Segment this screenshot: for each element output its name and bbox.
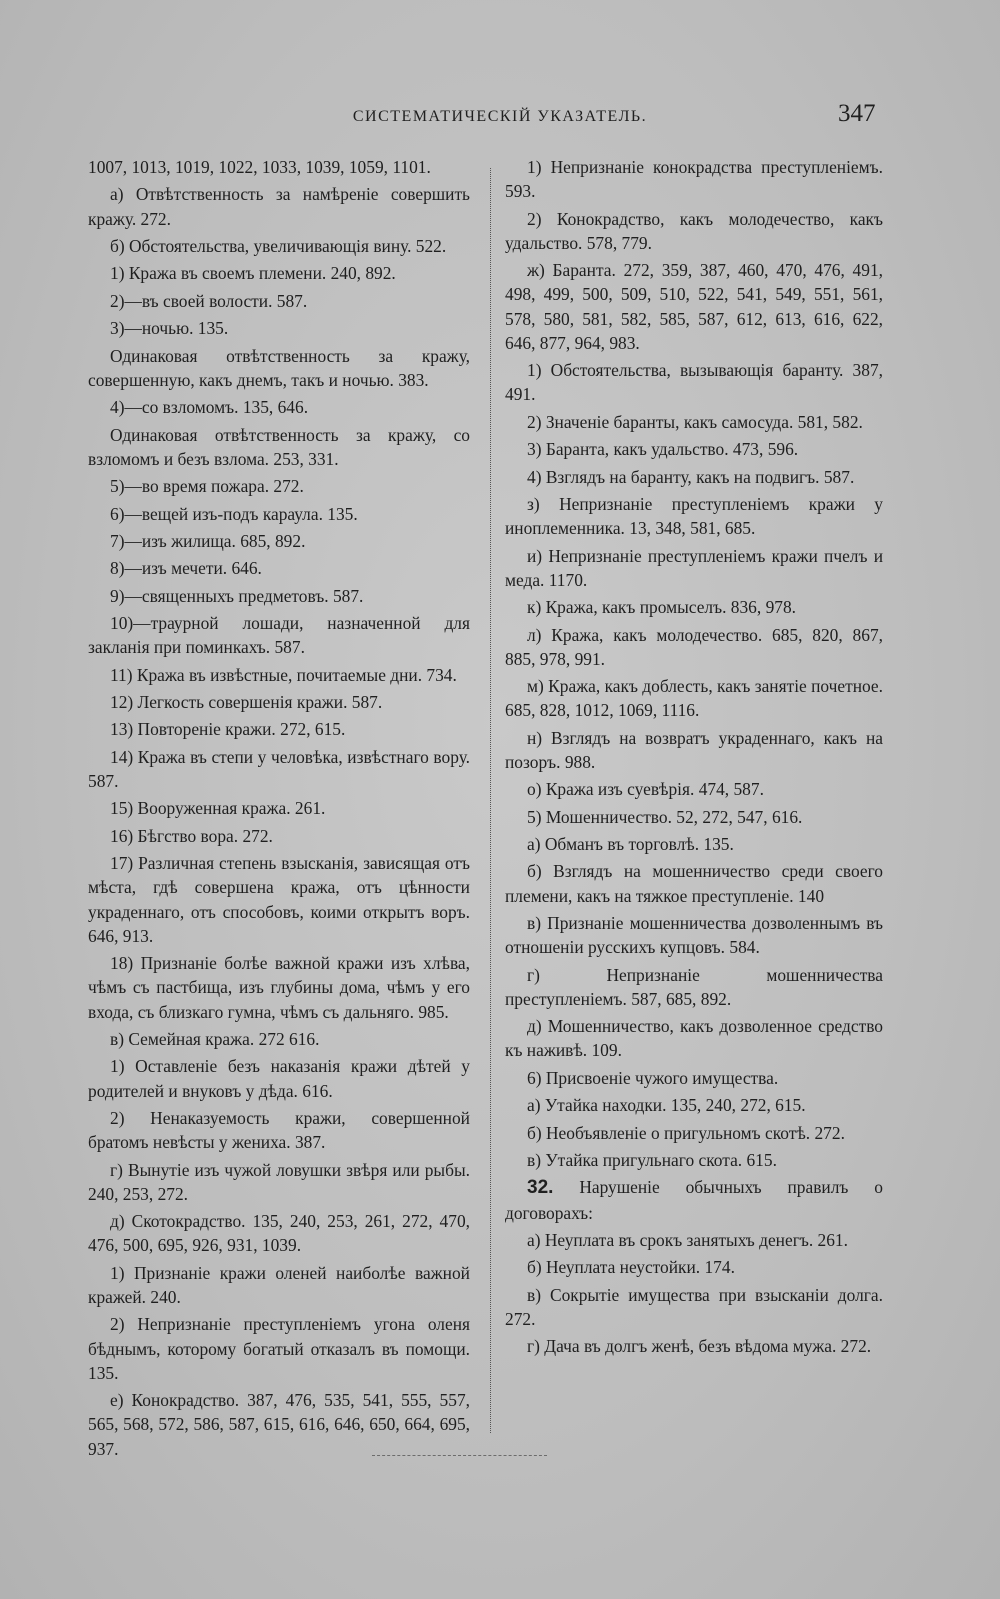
entry-text: Одинаковая отвѣтственность за кражу, со взломомъ и безъ взлома. 253, 331. [88,424,470,469]
index-entry [505,777,883,801]
index-entry [88,395,470,419]
index-entry [505,859,883,907]
entry-text: 1) Непризнанiе конокрадства преступленiемъ. 593. [505,157,883,202]
entry-text: 15) Вооруженная кража. 261. [110,798,326,819]
entry-text: 5) Мошенничество. 52, 272, 547, 616. [527,806,803,827]
entry-text: о) Кража изъ суевѣрiя. 474, 587. [527,779,764,800]
index-entry [88,824,470,848]
index-entry [505,437,883,461]
entry-text: в) Утайка пригульнаго скота. 615. [527,1150,777,1171]
entry-text: 16) Бѣгство вора. 272. [110,825,273,846]
entry-text: б) Обстоятельства, увеличивающiя вину. 522. [110,235,447,256]
entry-text: д) Скотокрадство. 135, 240, 253, 261, 272, 470, 476, 500, 695, 926, 931, 1039. [88,1211,470,1256]
entry-text: а) Отвѣтственность за намѣренiе совершить кражу. 272. [88,184,470,229]
index-entry [88,289,470,313]
index-entry [505,963,883,1011]
right-column [505,155,883,1362]
index-entry [505,1066,883,1090]
entry-text: а) Неуплата въ срокъ занятыхъ денегъ. 261. [527,1230,848,1251]
entry-text: б) Неуплата неустойки. 174. [527,1257,735,1278]
index-entry [88,745,470,793]
index-entry [88,474,470,498]
index-entry [88,1261,470,1309]
entry-text: б) Взглядъ на мошенничество среди своего племени, какъ на тяжкое преступленiе. 140 [505,861,883,906]
entry-text: е) Конокрадство. 387, 476, 535, 541, 555, 557, 565, 568, 572, 586, 587, 615, 616, 646, 650, 664, 695, 937. [88,1390,470,1459]
index-entry [505,726,883,774]
entry-text: 4)—со взломомъ. 135, 646. [110,397,309,418]
entry-text: а) Обманъ въ торговлѣ. 135. [527,834,734,855]
entry-text: ж) Баранта. 272, 359, 387, 460, 470, 476, 491, 498, 499, 500, 509, 510, 522, 541, 549, 551, 561, 578, 580, 581, 582, 585, 587, 612, 613, 616, 622, 646, 877, 964, 983. [505,260,883,353]
entry-text: л) Кража, какъ молодечество. 685, 820, 867, 885, 978, 991. [505,624,883,669]
index-entry [505,623,883,671]
index-entry [505,832,883,856]
index-entry [505,155,883,203]
entry-text: в) Сокрытiе имущества при взысканiи долга. 272. [505,1284,883,1329]
entry-text: 4) Взглядъ на баранту, какъ на подвигъ. 587. [527,466,855,487]
index-entry [505,1228,883,1252]
section-number: 32. [527,1177,554,1199]
index-entry [88,611,470,659]
index-entry [88,344,470,392]
index-entry [505,358,883,406]
index-entry [88,584,470,608]
index-entry [505,258,883,355]
index-entry [88,1106,470,1154]
entry-text: в) Признанiе мошенничества дозволеннымъ въ отношенiи русскихъ купцовъ. 584. [505,913,883,958]
index-entry [88,556,470,580]
entry-text: 6) Присвоенiе чужого имущества. [527,1067,779,1088]
index-entry [88,502,470,526]
index-entry [88,796,470,820]
entry-text: н) Взглядъ на возвратъ украденнаго, какъ на позоръ. 988. [505,727,883,772]
index-entry [88,717,470,741]
entry-text: 9)—священныхъ предметовъ. 587. [110,585,364,606]
entry-text: в) Семейная кража. 272 616. [110,1029,320,1050]
entry-text: 12) Легкость совершенiя кражи. 587. [110,692,383,713]
entry-text: 1) Кража въ своемъ племени. 240, 892. [110,263,396,284]
entry-text: 5)—во время пожара. 272. [110,476,304,497]
index-entry [505,1121,883,1145]
bottom-rule [372,1455,547,1456]
index-entry [505,1334,883,1358]
index-entry [88,529,470,553]
index-entry [505,544,883,592]
entry-text: 2)—въ своей волости. 587. [110,290,308,311]
entry-text: 14) Кража въ степи у человѣка, извѣстнаго вору. 587. [88,746,470,792]
entry-text: д) Мошенничество, какъ дозволенное средство къ наживѣ. 109. [505,1016,883,1061]
index-entry [88,1027,470,1051]
index-entry [88,690,470,714]
index-entry [505,805,883,829]
index-entry [505,1014,883,1062]
index-entry [505,911,883,959]
entry-text: 7)—изъ жилища. 685, 892. [110,530,306,551]
index-entry [505,1255,883,1279]
entry-text: г) Дача въ долгъ женѣ, безъ вѣдома мужа. 272. [527,1336,872,1357]
index-entry [88,155,470,179]
entry-text: 3) Баранта, какъ удальство. 473, 596. [527,439,799,460]
entry-text: 13) Повторенiе кражи. 272, 615. [110,719,346,740]
entry-text: г) Вынутiе изъ чужой ловушки звѣря или рыбы. 240, 253, 272. [88,1159,470,1204]
index-entry [88,423,470,471]
index-entry [88,1209,470,1257]
left-column [88,155,470,1464]
index-entry [88,1388,470,1461]
entry-text: 1) Обстоятельства, вызывающiя баранту. 387, 491. [505,360,883,405]
index-entry [505,410,883,434]
entry-text: б) Необъявленiе о пригульномъ скотѣ. 272. [527,1122,845,1143]
index-entry [88,663,470,687]
entry-text: Одинаковая отвѣтственность за кражу, совершенную, какъ днемъ, такъ и ночью. 383. [88,345,470,390]
index-entry [505,595,883,619]
index-entry [505,674,883,722]
entry-text: 18) Признанiе болѣе важной кражи изъ хлѣва, чѣмъ съ пастбища, изъ глубины дома, чѣмъ у его входа, съ близкаго гумна, чѣмъ съ дальняго. 985. [88,953,470,1022]
index-entry [505,1283,883,1331]
entry-text: Нарушенiе обычныхъ правилъ о договорахъ: [505,1177,883,1223]
column-divider [490,168,492,1433]
index-entry [505,1148,883,1172]
entry-text: к) Кража, какъ промыселъ. 836, 978. [527,597,797,618]
entry-text: 3)—ночью. 135. [110,318,229,339]
index-entry [88,316,470,340]
index-entry [505,465,883,489]
entry-text: 17) Различная степень взысканiя, зависящая отъ мѣста, гдѣ совершена кража, отъ цѣнности украденнаго, отъ способовъ, коими открытъ воръ. 646, 913. [88,853,470,946]
index-entry [505,1093,883,1117]
entry-text: 2) Непризнанiе преступленiемъ угона оленя бѣднымъ, которому богатый отказалъ въ помощи. 135. [88,1314,470,1383]
entry-text: 1) Оставленiе безъ наказанiя кражи дѣтей у родителей и внуковъ у дѣда. 616. [88,1056,470,1101]
index-entry [88,234,470,258]
entry-text: а) Утайка находки. 135, 240, 272, 615. [527,1095,806,1116]
index-entry [88,1054,470,1102]
entry-text: 6)—вещей изъ-подъ караула. 135. [110,503,358,524]
entry-text: г) Непризнанiе мошенничества преступленiемъ. 587, 685, 892. [505,964,883,1009]
entry-text: м) Кража, какъ доблесть, какъ занятiе почетное. 685, 828, 1012, 1069, 1116. [505,676,883,721]
index-entry [505,1175,883,1224]
page-number: 347 [838,100,876,127]
entry-text: 11) Кража въ извѣстные, почитаемые дни. 734. [110,664,457,685]
entry-text: 10)—траурной лошади, назначенной для закланiя при поминкахъ. 587. [88,613,470,658]
index-entry [88,951,470,1024]
entry-text: з) Непризнанiе преступленiемъ кражи у иноплеменника. 13, 348, 581, 685. [505,493,883,539]
index-entry [88,1312,470,1385]
index-entry [88,261,470,285]
entry-text: 2) Ненаказуемость кражи, совершенной братомъ невѣсты у жениха. 387. [88,1108,470,1153]
entry-text: 2) Конокрадство, какъ молодечество, какъ удальство. 578, 779. [505,208,883,253]
index-entry [505,207,883,255]
entry-text: 2) Значенiе баранты, какъ самосуда. 581, 582. [527,411,863,432]
index-entry [88,1158,470,1206]
running-title: СИСТЕМАТИЧЕСКIЙ УКАЗАТЕЛЬ. [352,108,648,125]
entry-text: 1007, 1013, 1019, 1022, 1033, 1039, 1059, 1101. [88,157,431,177]
entry-text: и) Непризнанiе преступленiемъ кражи пчелъ и меда. 1170. [505,545,883,590]
entry-text: 1) Признанiе кражи оленей наиболѣе важной кражей. 240. [88,1262,470,1307]
index-entry [88,182,470,230]
index-entry [505,492,883,540]
index-entry [88,851,470,948]
entry-text: 8)—изъ мечети. 646. [110,558,262,579]
